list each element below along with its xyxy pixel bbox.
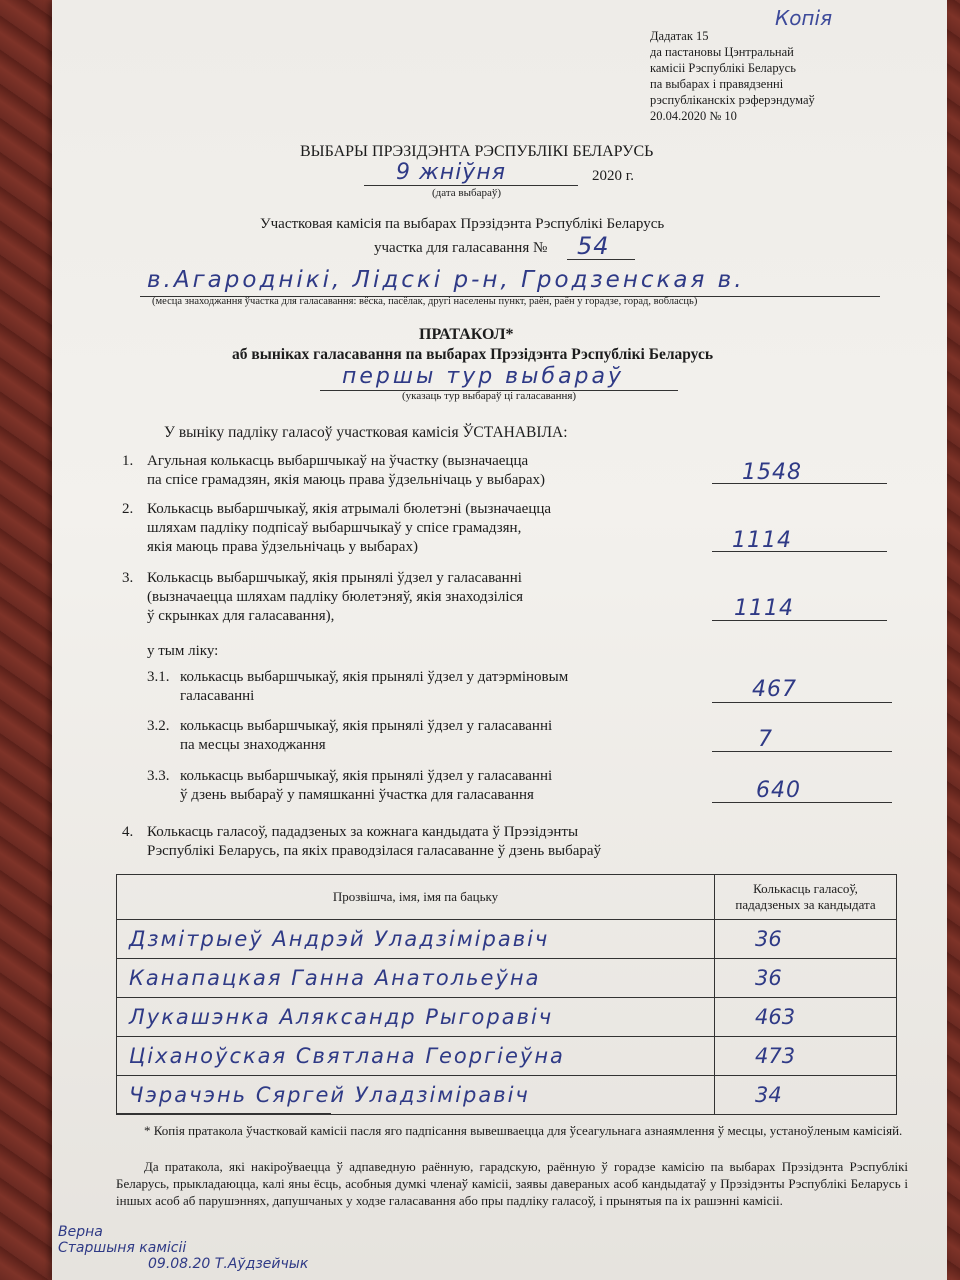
subitem-number: 3.1. <box>147 669 170 685</box>
item-line: Рэспублікі Беларусь, па якіх праводзілася галасаванне ў дзень выбараў <box>147 843 602 859</box>
candidate-name: Ціханоўская Святлана Георгіеўна <box>117 1037 715 1076</box>
candidates-table <box>116 874 897 1115</box>
item-number: 2. <box>122 501 134 517</box>
column-header-votes <box>715 875 897 920</box>
item-text <box>147 452 545 490</box>
footnote-divider <box>116 1113 331 1114</box>
item-text <box>147 500 551 557</box>
footnote-p2: Да пратакола, які накіроўваецца ў адпаведную раённую, гарадскую, раённую ў горадзе камісію па выбарах Прэзідэнта Рэспублікі Беларусь, прыкладаюцца, калі яны ёсць, асобныя думкі членаў камісіі, заявы давераных асоб кандыдатаў у Прэзідэнты Рэспублікі Беларусь і іншых асоб аб парушэннях, дапушчаных у ходзе галасавання або пры падліку галасоў, і прынятыя па іх рашэнні камісіі. <box>116 1159 908 1208</box>
subitem-line: колькасць выбаршчыкаў, якія прынялі ўдзел у галасаванні <box>180 718 553 734</box>
candidate-votes: 34 <box>715 1076 897 1115</box>
location-caption: (месца знаходжання ўчастка для галасавання: вёска, пасёлак, другі населены пункт, раён, раён у горадзе, горад, вобласць) <box>152 296 698 307</box>
commission-line1: Участковая камісія па выбарах Прэзідэнта Рэспублікі Беларусь <box>260 216 665 232</box>
subitem-line: колькасць выбаршчыкаў, якія прынялі ўдзел у датэрміновым <box>180 669 569 685</box>
subitem-line: ў дзень выбараў у памяшканні ўчастка для галасавання <box>180 787 534 803</box>
table-row <box>117 1076 897 1115</box>
item-line: шляхам падліку подпісаў выбаршчыкаў у спісе грамадзян, <box>147 520 522 536</box>
subitem-line: па месцы знаходжання <box>180 737 326 753</box>
item-4-text <box>147 823 601 861</box>
value-underline <box>712 483 887 484</box>
appendix-line: да пастановы Цэнтральнай <box>650 45 794 59</box>
subitem-value: 640 <box>756 778 801 803</box>
appendix-line: Дадатак 15 <box>650 29 709 43</box>
subitem-value: 7 <box>758 727 773 752</box>
subitem-line: колькасць выбаршчыкаў, якія прынялі ўдзел у галасаванні <box>180 768 553 784</box>
candidate-votes: 463 <box>715 998 897 1037</box>
election-date: 9 жніўня <box>396 160 506 185</box>
value-underline <box>712 702 892 703</box>
item-value: 1548 <box>742 460 802 485</box>
protocol-title: ПРАТАКОЛ* <box>419 326 514 343</box>
item-value: 1114 <box>734 596 794 621</box>
votes-header-line: пададзеных за кандыдата <box>735 897 876 912</box>
subitem-text <box>180 668 568 706</box>
precinct-underline <box>567 259 635 260</box>
item-text <box>147 569 523 626</box>
candidate-votes: 473 <box>715 1037 897 1076</box>
column-header-name: Прозвішча, імя, імя па бацьку <box>117 875 715 920</box>
table-row <box>117 920 897 959</box>
subitem-text <box>180 767 552 805</box>
table-header-row <box>117 875 897 920</box>
election-title: ВЫБАРЫ ПРЭЗІДЭНТА РЭСПУБЛІКІ БЕЛАРУСЬ <box>300 143 654 160</box>
table-row <box>117 959 897 998</box>
round-caption: (указаць тур выбараў ці галасавання) <box>402 390 577 402</box>
candidate-votes: 36 <box>715 959 897 998</box>
candidate-name: Лукашэнка Аляксандр Рыгоравіч <box>117 998 715 1037</box>
signature-line: Старшыня камісіі <box>58 1240 187 1256</box>
item-line: Колькасць выбаршчыкаў, якія атрымалі бюлетэні (вызначаецца <box>147 501 552 517</box>
candidate-name: Дзмітрыеў Андрэй Уладзіміравіч <box>117 920 715 959</box>
findings-intro: У выніку падліку галасоў участковая камісія ЎСТАНАВІЛА: <box>164 424 568 441</box>
footnote-p1: * Копія пратакола ўчастковай камісіі пасля яго падпісання вывешваецца для ўсеагульнага азнаямлення ў месцы, устаноўленым камісіяй. <box>144 1123 903 1138</box>
in-that-number: у тым ліку: <box>147 643 219 659</box>
candidate-votes: 36 <box>715 920 897 959</box>
value-underline <box>712 802 892 803</box>
value-underline <box>712 551 887 552</box>
appendix-line: па выбарах і правядзенні <box>650 77 784 91</box>
election-round: першы тур выбараў <box>342 364 625 389</box>
date-caption: (дата выбараў) <box>432 187 502 199</box>
appendix-note <box>650 28 815 124</box>
election-year: 2020 г. <box>592 168 634 184</box>
table-row <box>117 998 897 1037</box>
appendix-line: 20.04.2020 № 10 <box>650 109 737 123</box>
candidate-name: Канапацкая Ганна Анатольеўна <box>117 959 715 998</box>
precinct-location: в.Агароднікі, Лідскі р-н, Гродзенская в. <box>147 267 745 293</box>
candidate-name: Чэрачэнь Сяргей Уладзіміравіч <box>117 1076 715 1115</box>
date-underline <box>364 185 578 186</box>
signature-line: Верна <box>58 1224 103 1240</box>
subitem-line: галасаванні <box>180 688 255 704</box>
certification-signature <box>58 1224 308 1272</box>
item-line: якія маюць права ўдзельнічаць у выбарах) <box>147 539 418 555</box>
item-line: Колькасць галасоў, пададзеных за кожнага кандыдата ў Прэзідэнты <box>147 824 579 840</box>
value-underline <box>712 751 892 752</box>
signature-line: 09.08.20 Т.Аўдзейчык <box>148 1256 309 1272</box>
item-value: 1114 <box>732 528 792 553</box>
commission-line2: участка для галасавання № <box>374 240 548 256</box>
appendix-line: камісіі Рэспублікі Беларусь <box>650 61 796 75</box>
protocol-subtitle: аб выніках галасавання па выбарах Прэзідэнта Рэспублікі Беларусь <box>232 346 714 363</box>
table-row <box>117 1037 897 1076</box>
copy-stamp: Копія <box>775 6 833 30</box>
item-4-number: 4. <box>122 824 134 840</box>
item-number: 1. <box>122 453 134 469</box>
item-line: Агульная колькасць выбаршчыкаў на ўчастку (вызначаецца <box>147 453 529 469</box>
item-line: ў скрынках для галасавання), <box>147 608 335 624</box>
item-number: 3. <box>122 570 134 586</box>
item-line: па спісе грамадзян, якія маюць права ўдзельнічаць у выбарах) <box>147 472 546 488</box>
item-line: (вызначаецца шляхам падліку бюлетэняў, якія знаходзіліся <box>147 589 524 605</box>
appendix-line: рэспубліканскіх рэферэндумаў <box>650 93 815 107</box>
subitem-value: 467 <box>752 677 797 702</box>
subitem-text <box>180 717 552 755</box>
subitem-number: 3.2. <box>147 718 170 734</box>
subitem-number: 3.3. <box>147 768 170 784</box>
item-line: Колькасць выбаршчыкаў, якія прынялі ўдзел у галасаванні <box>147 570 522 586</box>
value-underline <box>712 620 887 621</box>
protocol-document <box>52 0 947 1280</box>
votes-header-line: Колькасць галасоў, <box>753 881 858 896</box>
precinct-number: 54 <box>577 232 610 260</box>
